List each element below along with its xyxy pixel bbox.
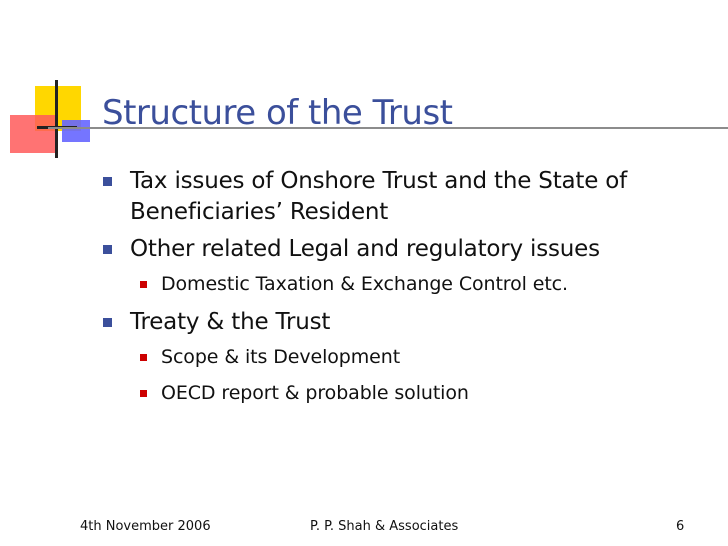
logo-blue-square [62, 120, 90, 142]
square-bullet-icon [140, 354, 147, 361]
sub-bullet-text: OECD report & probable solution [161, 382, 469, 404]
footer-page-number: 6 [676, 519, 685, 534]
bullet-item [100, 234, 710, 265]
footer-company: P. P. Shah & Associates [310, 519, 459, 534]
logo-red-square [10, 115, 56, 153]
bullet-list [100, 166, 710, 416]
bullet-text: Treaty & the Trust [130, 309, 331, 335]
footer-date: 4th November 2006 [80, 519, 211, 534]
sub-bullet-item [100, 380, 710, 406]
sub-bullet-item [100, 344, 710, 370]
decorative-logo [0, 0, 130, 170]
square-bullet-icon [140, 390, 147, 397]
logo-vertical-line [55, 80, 58, 158]
sub-bullet-text: Scope & its Development [161, 346, 401, 368]
square-bullet-icon [103, 245, 112, 254]
square-bullet-icon [103, 177, 112, 186]
slide-title: Structure of the Trust [102, 93, 453, 133]
bullet-text: Other related Legal and regulatory issues [130, 236, 600, 262]
sub-bullet-text: Domestic Taxation & Exchange Control etc. [161, 273, 568, 295]
bullet-item [100, 166, 710, 228]
bullet-item [100, 307, 710, 338]
square-bullet-icon [103, 318, 112, 327]
sub-bullet-item [100, 271, 710, 297]
bullet-text: Tax issues of Onshore Trust and the State of Beneficiaries’ Resident [130, 168, 628, 225]
square-bullet-icon [140, 281, 147, 288]
